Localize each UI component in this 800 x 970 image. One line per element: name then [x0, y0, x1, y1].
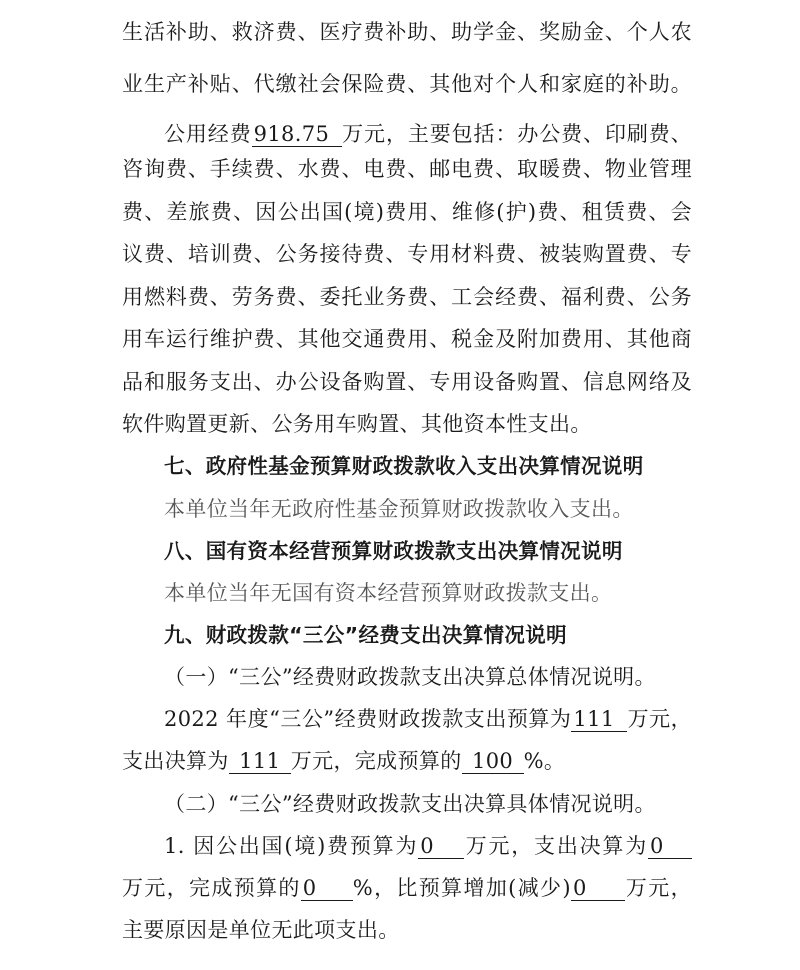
text-line: 生活补助、救济费、医疗费补助、助学金、奖励金、个人农 [122, 20, 692, 44]
item1-actual-value: 0 [650, 834, 664, 858]
item1-rate-value: 0 [302, 876, 317, 900]
section-heading-8: 八、国有资本经营预算财政拨款支出决算情况说明 [164, 539, 623, 563]
overall-actual-value: 111 [239, 749, 281, 773]
public-funds-paragraph: 公用经费918.75 万元，主要包括：办公费、印刷费、 [164, 122, 692, 146]
text-line: 费、差旅费、因公出国(境)费用、维修(护)费、租赁费、会 [122, 200, 692, 224]
overall-actual-line: 支出决算为 111 万元，完成预算的 100 %。 [122, 749, 566, 773]
text-line: 用燃料费、劳务费、委托业务费、工会经费、福利费、公务 [122, 285, 692, 309]
section-heading-7: 七、政府性基金预算财政拨款收入支出决算情况说明 [164, 454, 644, 478]
subheading-specific: （二）“三公”经费财政拨款支出决算具体情况说明。 [164, 792, 656, 816]
text-line: 软件购置更新、公务用车购置、其他资本性支出。 [122, 412, 592, 436]
text-line: 业生产补贴、代缴社会保险费、其他对个人和家庭的补助。 [122, 72, 692, 96]
text-line: 用车运行维护费、其他交通费用、税金及附加费用、其他商 [122, 327, 692, 351]
text-line: 品和服务支出、办公设备购置、专用设备购置、信息网络及 [122, 370, 692, 394]
item1-budget-value: 0 [420, 834, 434, 858]
section-heading-9: 九、财政拨款“三公”经费支出决算情况说明 [164, 623, 567, 647]
section-body-7: 本单位当年无政府性基金预算财政拨款收入支出。 [164, 497, 634, 521]
subheading-overall: （一）“三公”经费财政拨款支出决算总体情况说明。 [164, 665, 656, 689]
item1-change-value: 0 [572, 876, 587, 900]
item1-rate-line: 万元，完成预算的0 %，比预算增加(减少)0 万元， [122, 876, 692, 900]
item1-budget-line: 1. 因公出国(境)费预算为0 万元，支出决算为0 [164, 832, 692, 860]
public-funds-amount: 918.75 [253, 122, 330, 146]
text-line: 议费、培训费、公务接待费、专用材料费、被装购置费、专 [122, 242, 692, 266]
section-body-8: 本单位当年无国有资本经营预算财政拨款支出。 [164, 581, 613, 605]
overall-rate-value: 100 [471, 749, 514, 773]
overall-budget-value: 111 [573, 707, 615, 731]
item1-reason: 主要原因是单位无此项支出。 [122, 918, 400, 942]
text-line: 咨询费、手续费、水费、电费、邮电费、取暖费、物业管理 [122, 157, 692, 181]
overall-budget-line: 2022 年度“三公”经费财政拨款支出预算为111 万元， [164, 707, 692, 731]
